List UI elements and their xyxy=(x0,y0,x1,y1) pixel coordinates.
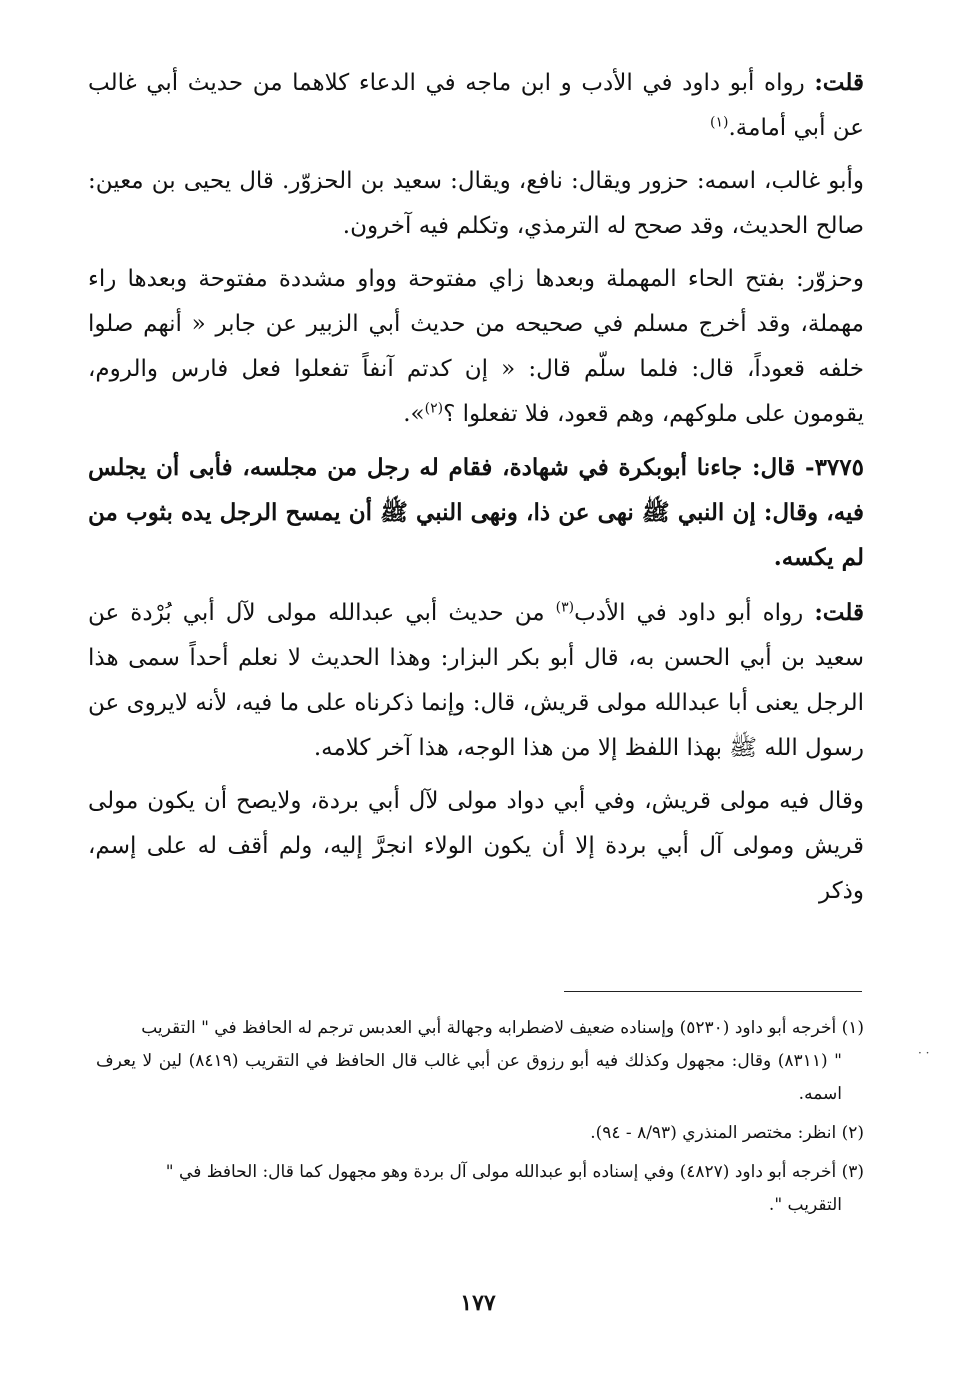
paragraph-3 xyxy=(88,257,864,437)
footnote-ref[interactable]: (٣) xyxy=(555,599,575,616)
footnotes xyxy=(96,1012,864,1228)
footnote-ref[interactable]: (١) xyxy=(710,114,729,131)
margin-mark: · · xyxy=(918,1046,930,1060)
footnote-text-continued: التقريب ". xyxy=(768,1195,842,1215)
footnote-ref[interactable]: (٢) xyxy=(424,400,444,417)
footnote-2 xyxy=(96,1117,864,1150)
paragraph-text: رواه أبو داود في الأدب xyxy=(574,600,815,626)
footnote-text: (٣) أخرجه أبو داود (٤٨٢٧) وفي إسناده أبو عبدالله مولى آل بردة وهو مجهول كما قال: الحافظ في " xyxy=(165,1162,864,1182)
paragraph-text-continued: من حديث أبي عبدالله مولى لآل أبي بُرْدة عن سعيد بن أبي الحسن به، قال أبو بكر البزار: وهذا الحديث لا نعلم أحداً سمى هذا الرجل يعنى أبا عبدالله مولى قريش، قال: وإنما ذكرناه على ما فيه، لأنه لايروى عن رسول الله ﷺ بهذا اللفظ إلا من هذا الوجه، هذا آخر كلامه. xyxy=(88,600,864,761)
main-text xyxy=(88,60,864,922)
paragraph-text: وحزوّر: بفتح الحاء المهملة وبعدها زاي مفتوحة وواو مشددة مفتوحة وبعدها راء مهملة، وقد أخرج مسلم في صحيحه من حديث أبي الزبير عن جابر « أنهم صلوا خلفه قعوداً، قال: فلما سلّم قال: « إن كدتم آنفاً تفعلوا فعل فارس والروم، يقومون على ملوكهم، وهم قعود، فلا تفعلوا ؟ xyxy=(88,266,864,427)
footnote-3 xyxy=(96,1156,864,1222)
footnote-text: (٢) انظر: مختصر المنذري (٨/٩٣ - ٩٤). xyxy=(590,1123,864,1143)
footnote-separator xyxy=(564,991,862,992)
hadith-text: ٣٧٧٥- قال: جاءنا أبوبكرة في شهادة، فقام له رجل من مجلسه، فأبى أن يجلس فيه، وقال: إن النبي ﷺ نهى عن ذا، ونهى النبي ﷺ أن يمسح الرجل يده بثوب من لم يكسه. xyxy=(88,454,864,571)
paragraph-lead: قلت: xyxy=(814,599,864,626)
paragraph-text: رواه أبو داود في الأدب و ابن ماجه في الدعاء كلاهما من حديث أبي غالب عن أبي أمامة. xyxy=(88,70,864,141)
paragraph-lead: قلت: xyxy=(814,69,864,96)
paragraph-2 xyxy=(88,159,864,249)
footnote-text-continued: " (٨٣١١) وقال: مجهول وكذلك فيه أبو رزوق عن أبي غالب قال الحافظ في التقريب (٨٤١٩) لين لا يعرف اسمه. xyxy=(96,1051,842,1104)
paragraph-text: وقال فيه مولى قريش، وفي أبي دواد مولى لآل أبي بردة، ولايصح أن يكون مولى قريش ومولى آل أبي بردة إلا أن يكون الولاء انجرَّ إليه، ولم أقف له على إسم، وذكر xyxy=(88,788,864,904)
paragraph-tail: ». xyxy=(403,401,425,427)
footnote-1 xyxy=(96,1012,864,1111)
paragraph-1 xyxy=(88,60,864,151)
paragraph-text: وأبو غالب، اسمه: حزور ويقال: نافع، ويقال: سعيد بن الحزوّر. قال يحيى بن معين: صالح الحديث، وقد صحح له الترمذي، وتكلم فيه آخرون. xyxy=(88,168,864,239)
page-number: ١٧٧ xyxy=(460,1290,496,1316)
paragraph-4 xyxy=(88,590,864,771)
footnote-text: (١) أخرجه أبو داود (٥٢٣٠) وإسناده ضعيف لاضطرابه وجهالة أبي العدبس ترجم له الحافظ في " التقريب xyxy=(141,1018,864,1038)
paragraph-5 xyxy=(88,779,864,914)
